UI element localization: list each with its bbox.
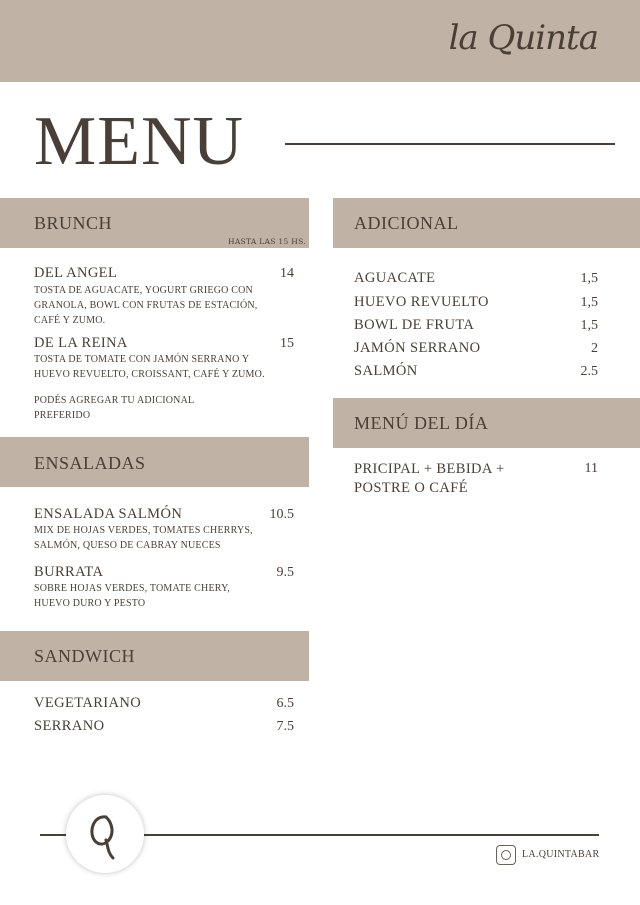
menu-item-name: SERRANO [34,718,105,734]
menu-item-name: SALMÓN [354,363,418,379]
menu-item-price: 2.5 [580,364,598,379]
menu-item-description: TOSTA DE AGUACATE, YOGURT GRIEGO CON GRANOLA, BOWL CON FRUTAS DE ESTACIÓN, CAFÉ Y ZUMO. [34,285,258,326]
menu-item-price: 1,5 [580,271,598,286]
menu-item-description: SOBRE HOJAS VERDES, TOMATE CHERY, HUEVO DURO Y PESTO [34,583,230,609]
menu-item-name: JAMÓN SERRANO [354,340,481,356]
menu-item-price: 9.5 [276,565,294,580]
menu-del-dia-description: PRICIPAL + BEBIDA + POSTRE O CAFÉ [354,461,505,496]
menu-item-price: 14 [280,266,294,281]
menu-item-name: BURRATA [34,564,104,580]
menu-item-name: ENSALADA SALMÓN [34,506,183,522]
menu-del-dia-heading: MENÚ DEL DÍA [354,413,489,433]
menu-item-name: VEGETARIANO [34,695,142,711]
adicional-heading: ADICIONAL [354,213,459,233]
ensaladas-heading: ENSALADAS [34,453,146,473]
page-title: MENU [34,103,245,180]
menu-item-price: 6.5 [276,696,294,711]
menu-item-price: 15 [280,336,294,351]
menu-item-name: DE LA REINA [34,335,128,351]
brunch-hours-note: HASTA LAS 15 HS. [228,237,306,246]
title-divider [285,143,615,145]
brunch-heading: BRUNCH [34,213,113,233]
menu-item-price: 2 [591,341,598,356]
instagram-icon[interactable] [496,845,516,865]
menu-item-description: TOSTA DE TOMATE CON JAMÓN SERRANO Y HUEVO REVUELTO, CROISSANT, CAFÉ Y ZUMO. [34,354,265,380]
footer-divider-left [40,834,68,836]
menu-item-name: DEL ANGEL [34,265,118,281]
menu-item-price: 10.5 [269,507,294,522]
sandwich-heading: SANDWICH [34,646,135,666]
menu-item-description: MIX DE HOJAS VERDES, TOMATES CHERRYS, SALMÓN, QUESO DE CABRAY NUECES [34,525,253,551]
brand-logo: la Quinta [448,18,598,58]
menu-item-name: AGUACATE [354,270,436,286]
monogram-q-icon [66,795,144,873]
menu-item-price: 1,5 [580,295,598,310]
menu-item-price: 7.5 [276,719,294,734]
monogram-badge [66,795,144,873]
instagram-handle[interactable]: LA.QUINTABAR [522,849,600,860]
menu-item-name: BOWL DE FRUTA [354,317,475,333]
menu-item-price: 11 [584,461,598,476]
brunch-extra-note: PODÉS AGREGAR TU ADICIONAL PREFERIDO [34,395,195,421]
menu-item-price: 1,5 [580,318,598,333]
footer-divider-right [144,834,599,836]
menu-item-name: HUEVO REVUELTO [354,294,489,310]
